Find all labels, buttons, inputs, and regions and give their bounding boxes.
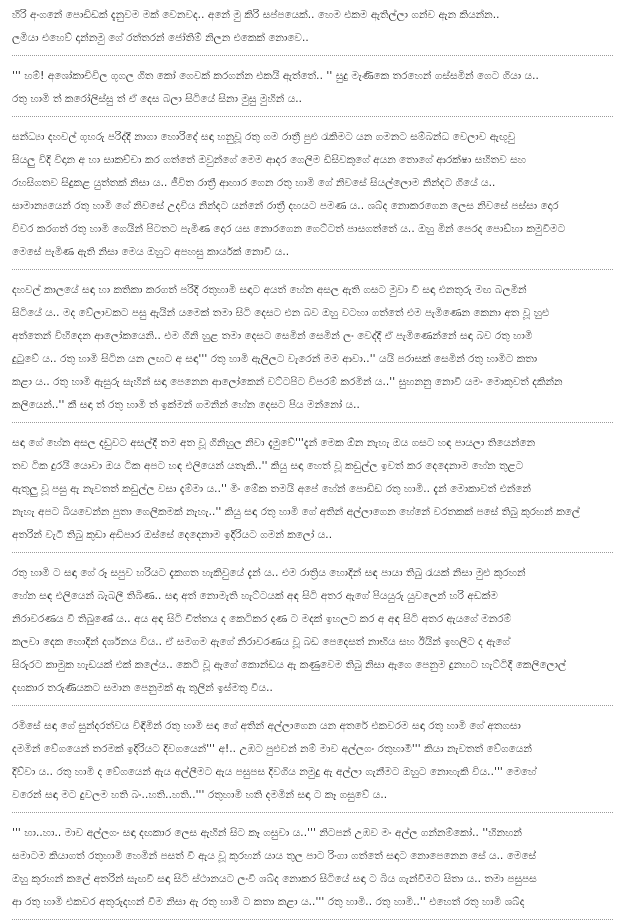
story-paragraph — [12, 432, 613, 553]
text-line: ලමියා එහෙව් දාන්නමු ගේ රත්තරන් ජෝතිම් නිලන එකෙක් නොවෙ.. — [12, 32, 309, 44]
text-line: දිව්වා ය.. රතු හාමි ද වේගයෙන් ඇය අල්ලීමට ඇය පසුපස දිවගිය නමුදු ඇ අල්ලා ගැනීමට ඔහුට නොහැකි විය..''' මෙහේ — [12, 766, 537, 778]
story-paragraph — [12, 65, 613, 117]
text-line: සිටියේ ය.. මද වේලාවකට පසු ඇයින් යමෙක් තමා සිටි දෙසට එන බව ඔහු වටහා ගත්තේ එම පැමිණෙන කෙනා අත වූ හුළු — [12, 307, 550, 319]
story-paragraph — [12, 715, 613, 813]
text-line: සඳා ගේ හේන අසල දඩුවට අසල්දී තම අත වූ ගිනිහුල නිවා දැමුවේ'''දැන් මෙක ඕන නැහැ ඔය ගසට හඳ පායලා තියෙන්නෙ — [12, 437, 536, 449]
text-line: දමමින් වේගයෙන් තරමක් ඉදිරියට දිවගයෙන්''' අ!.. උඹට පුළුවන් නම් මාව අල්ලගං රතුහාමී''' කියා නැවතත් වේගයෙන් — [12, 743, 532, 755]
text-line: කලවා දෙක හොදින් දර්ශනය විය.. ඒ සමගම ඇගේ නිරාවරණය වූ බඩ පෙදෙසත් නාභිය සහ ඊයින් ඉහලිට ද ඇගේ — [12, 636, 510, 648]
text-line: නිරාවරණය වී තිබුණේ ය.. අය අඳ සිටි චීත්තය ද කෙටිකර දණ ට මදක් ඉහලට කර අ අඳ සිටි අතර ඇයගේ මනරම් — [12, 613, 512, 625]
text-line: සාමාන්‍යයෙන් රතු හාමි ගේ නිවසේ උදවිය නින්දට යන්නේ රාත්‍රී දහයට පමණ ය.. ශබ්ද නොකරගෙන ලෙස නිවසේ පස්සා දොර — [12, 200, 559, 212]
text-line: වරෙන් සඳා මට දුවලම හති බං..හති..හති..''' රතුහාමි හති දමමින් සඳා ට කෑ ගසුවේ ය.. — [12, 789, 388, 801]
text-line: ඔහු කුරහන් කලේ අතරින් සැඟවී සඳා සිටි ස්ථානයට ලංවී ශබ්ද නොකර සිටියේ සඳා ට බිය ගැන්වීමට සිතා ය.. තමා පසුපස — [12, 873, 537, 885]
text-line: සියලු විදි විදාන අ හා සාකච්චා කර ගත්තේ ඔවුන්ගේ මෙම ආදර ගෙලිම ඩිසිවකුගේ අයන තොගේ ආරක්ෂා සහිතව සහ — [12, 154, 526, 166]
text-line: රතු හාමි ට සඳා ගේ රූ සපුව හරියට දැකගත හැකිවුයේ දැන් ය.. එම රාත්‍රිය හොදින් සඳ පායා තිබු රැයක් නිසා මුළු කුරහන් — [12, 567, 526, 579]
text-line: ''' හා..හා.. මාව අල්ලගං සඳා දඟකාර ලෙස ඇහින් සිට කෑ ගසුවා ය..''' නිටපන් උඹව මං අල්ල ගන්නම්කෝ.. ''හිනහන් — [12, 827, 522, 839]
text-line: හේන සඳ එලියෙන් බැබලී තිබිණ.. සඳා අත් නොමැති හැට්ටයක් අඳ සිටි අතර ඇගේ පියයුරු යුවලෙන් හරි අඩක්ම — [12, 590, 498, 602]
story-paragraph — [12, 822, 613, 920]
story-paragraph — [12, 126, 613, 270]
text-line: කලියෙන්..'' කී සඳා ත් රතු හාමි ත් ඉක්මන් ගමනින් හේන දෙසට පිය මන්නෝ ය.. — [12, 399, 360, 411]
text-line: හිරි අංගනේ පොඩිඩක් දැනුවම මක් වෙනවද.. අනේ මු කිරි සප්පයෙක්.. හෙම එකම ඇතිල්ලා ගන්ව ඇන කියන්න.. — [12, 9, 500, 21]
text-line: සමාටම කියාගත් රතුහාමි හෙමින් පසත් වී ඇය වූ කුරහන් යාය තුල පාට රිංගා ගත්තේ සඳාට නොපෙනෙන සේ ය.. මෙසේ — [12, 850, 537, 862]
text-line: ආ රතු හාමි එකවර අතුරුදහන් වීම නිසා ඇ රතු හාමි ට කතා කළා ය..''' රතු හාමි.. රතු හාමි..'' එහෙත් රතු හාමි ශබ්ද — [12, 896, 525, 908]
text-line: අත්තෙන් විහිදෙන ආලෝකයෙනි.. එම ගිනි හුළ තමා දෙසට සෙමින් සෙමින් ලං වෙද්දී ඒ පැමිණෙන්නේ සඳා බව රතු හාමි — [12, 330, 533, 342]
text-line: සිරුරට කාමුක හැඩයක් එක් කලේය.. කෙටි වූ ඇගේ කොන්ඩය ඇ කණුවෙම තිබු නිසා ඇගෙ පෙනුම දුනහට හැට්ටිදී කෙලිලොල් — [12, 659, 567, 671]
story-paragraph — [12, 4, 613, 56]
text-line: දහවල් කාලයේ සඳා හා කතිකා කරගත් පරිදි රතුහාමි සඳාට අයත් හේන අසල ඇති ගසට මුවා වී සඳා එනතුරු මඟ බලමින් — [12, 284, 527, 296]
text-line: මෙසේ පැමිණ ඇති නිසා මෙය ඔහුට අපහසු කාර්යක් නොවී ය.. — [12, 246, 290, 258]
text-line: අතරින් වැටී තිබු කුඩා අඩිපාර ඔස්සේ දෙදෙනාම ඉදිරියට ගමන් කලෝ ය.. — [12, 529, 333, 541]
text-line: තව ටික දුරයි යොවා ඔය ටික අපට හඳ එලියෙන් යතැකි..'' කියු සඳා හෙත් වූ කඩුල්ල ඉවත් කර දෙදෙනාම හේන තුළට — [12, 460, 524, 472]
text-line: රතු හාමි ත් කරෝලිස්සු ත් ඒ දෙස බලා සිටියේ සිනා මුසු මුහින් ය.. — [12, 93, 303, 105]
text-line: දුටුවේ ය.. රතු හාමි සිටින යන ලඟට අ සඳා''' රතු හාමි ඇලිලට වැරෙන් මම ආවා..'' යයි පරාසක් සෙමින් රතු හාමිට කතා — [12, 353, 538, 365]
text-line: නැහැ අපට බියවෙන්න පුතා ගෙලිකමක් නැහැ..'' කියු සඳා රතු හාමි ගේ අතින් අල්ලාගෙන හේනේ වරතකක් පසේ තිබු කුරහන් කලේ — [12, 506, 580, 518]
text-line: සන්ධ්‍යා දහවල් ගුහරු පරිද්දී නාගා හොරිදේ සඳා හනුවූ රතු ගම රාත්‍රී පුළු රැකිමට යන ගමනට සම්බන්ධ වෙලාව ඇඟුවු — [12, 131, 516, 143]
text-line: දඟකාර තරුණියකට සමාන පෙනුමක් ඇ තුලින් ඉස්මතු වීය.. — [12, 682, 273, 694]
text-line: ඇතුලු වූ පසු ඇ නැවතත් කඩුල්ල වසා දැම්මා ය..'' මිං මේක තමයි අපේ හේන් පොඩිඩ රතු හාමි.. දැන් මොකාවත් එන්නේ — [12, 483, 531, 495]
text-line: රමිසේ සඳා ගේ සුන්දරත්වය විඳිමින් රතු හාමි සඳා ගේ අතින් අල්ලාගෙන යන අතරේ එකවරම සඳා රතු හාමි ගේ අතගසා — [12, 720, 521, 732]
story-paragraph — [12, 562, 613, 706]
text-line: ''' හම්! අශෝකාචිවිල ගුගල ගිත කෝ ගෙවක් කරගන්න එකයි ඇත්තේ.. '' සුදු මැණිකෙ තරහෙන් ගස්සමින් ගෙට ගියා ය.. — [12, 70, 539, 82]
text-line: කළා ය.. රතු හාමි ඇසුරු සැහින් සඳා පෙනෙන ආලෝකෙන් වට්ටපිට විපරම් කරමින් ය..'' සුහනනු නොවී යමං මොකුවත් දකින්න — [12, 376, 563, 388]
text-line: විවර කරගත් රතු හාමි ගෙයින් පිටතට පැමිණ දොර යස නොරගෙන ගෙට්ටත් පාසගත්තේ ය.. ඔහු මින් පෙරද පොඩ්හා කමුවීමට — [12, 223, 566, 235]
text-line: රහසිගතව සිදුකළ යුත්තක් නිසා ය.. ජීවිත රාත්‍රී ආහාර ගෙන රතු හාමි ගේ නිවසේ සියල්ලොම නින්දට ගියේ ය.. — [12, 177, 496, 189]
story-paragraph — [12, 279, 613, 423]
story-body — [12, 4, 613, 920]
